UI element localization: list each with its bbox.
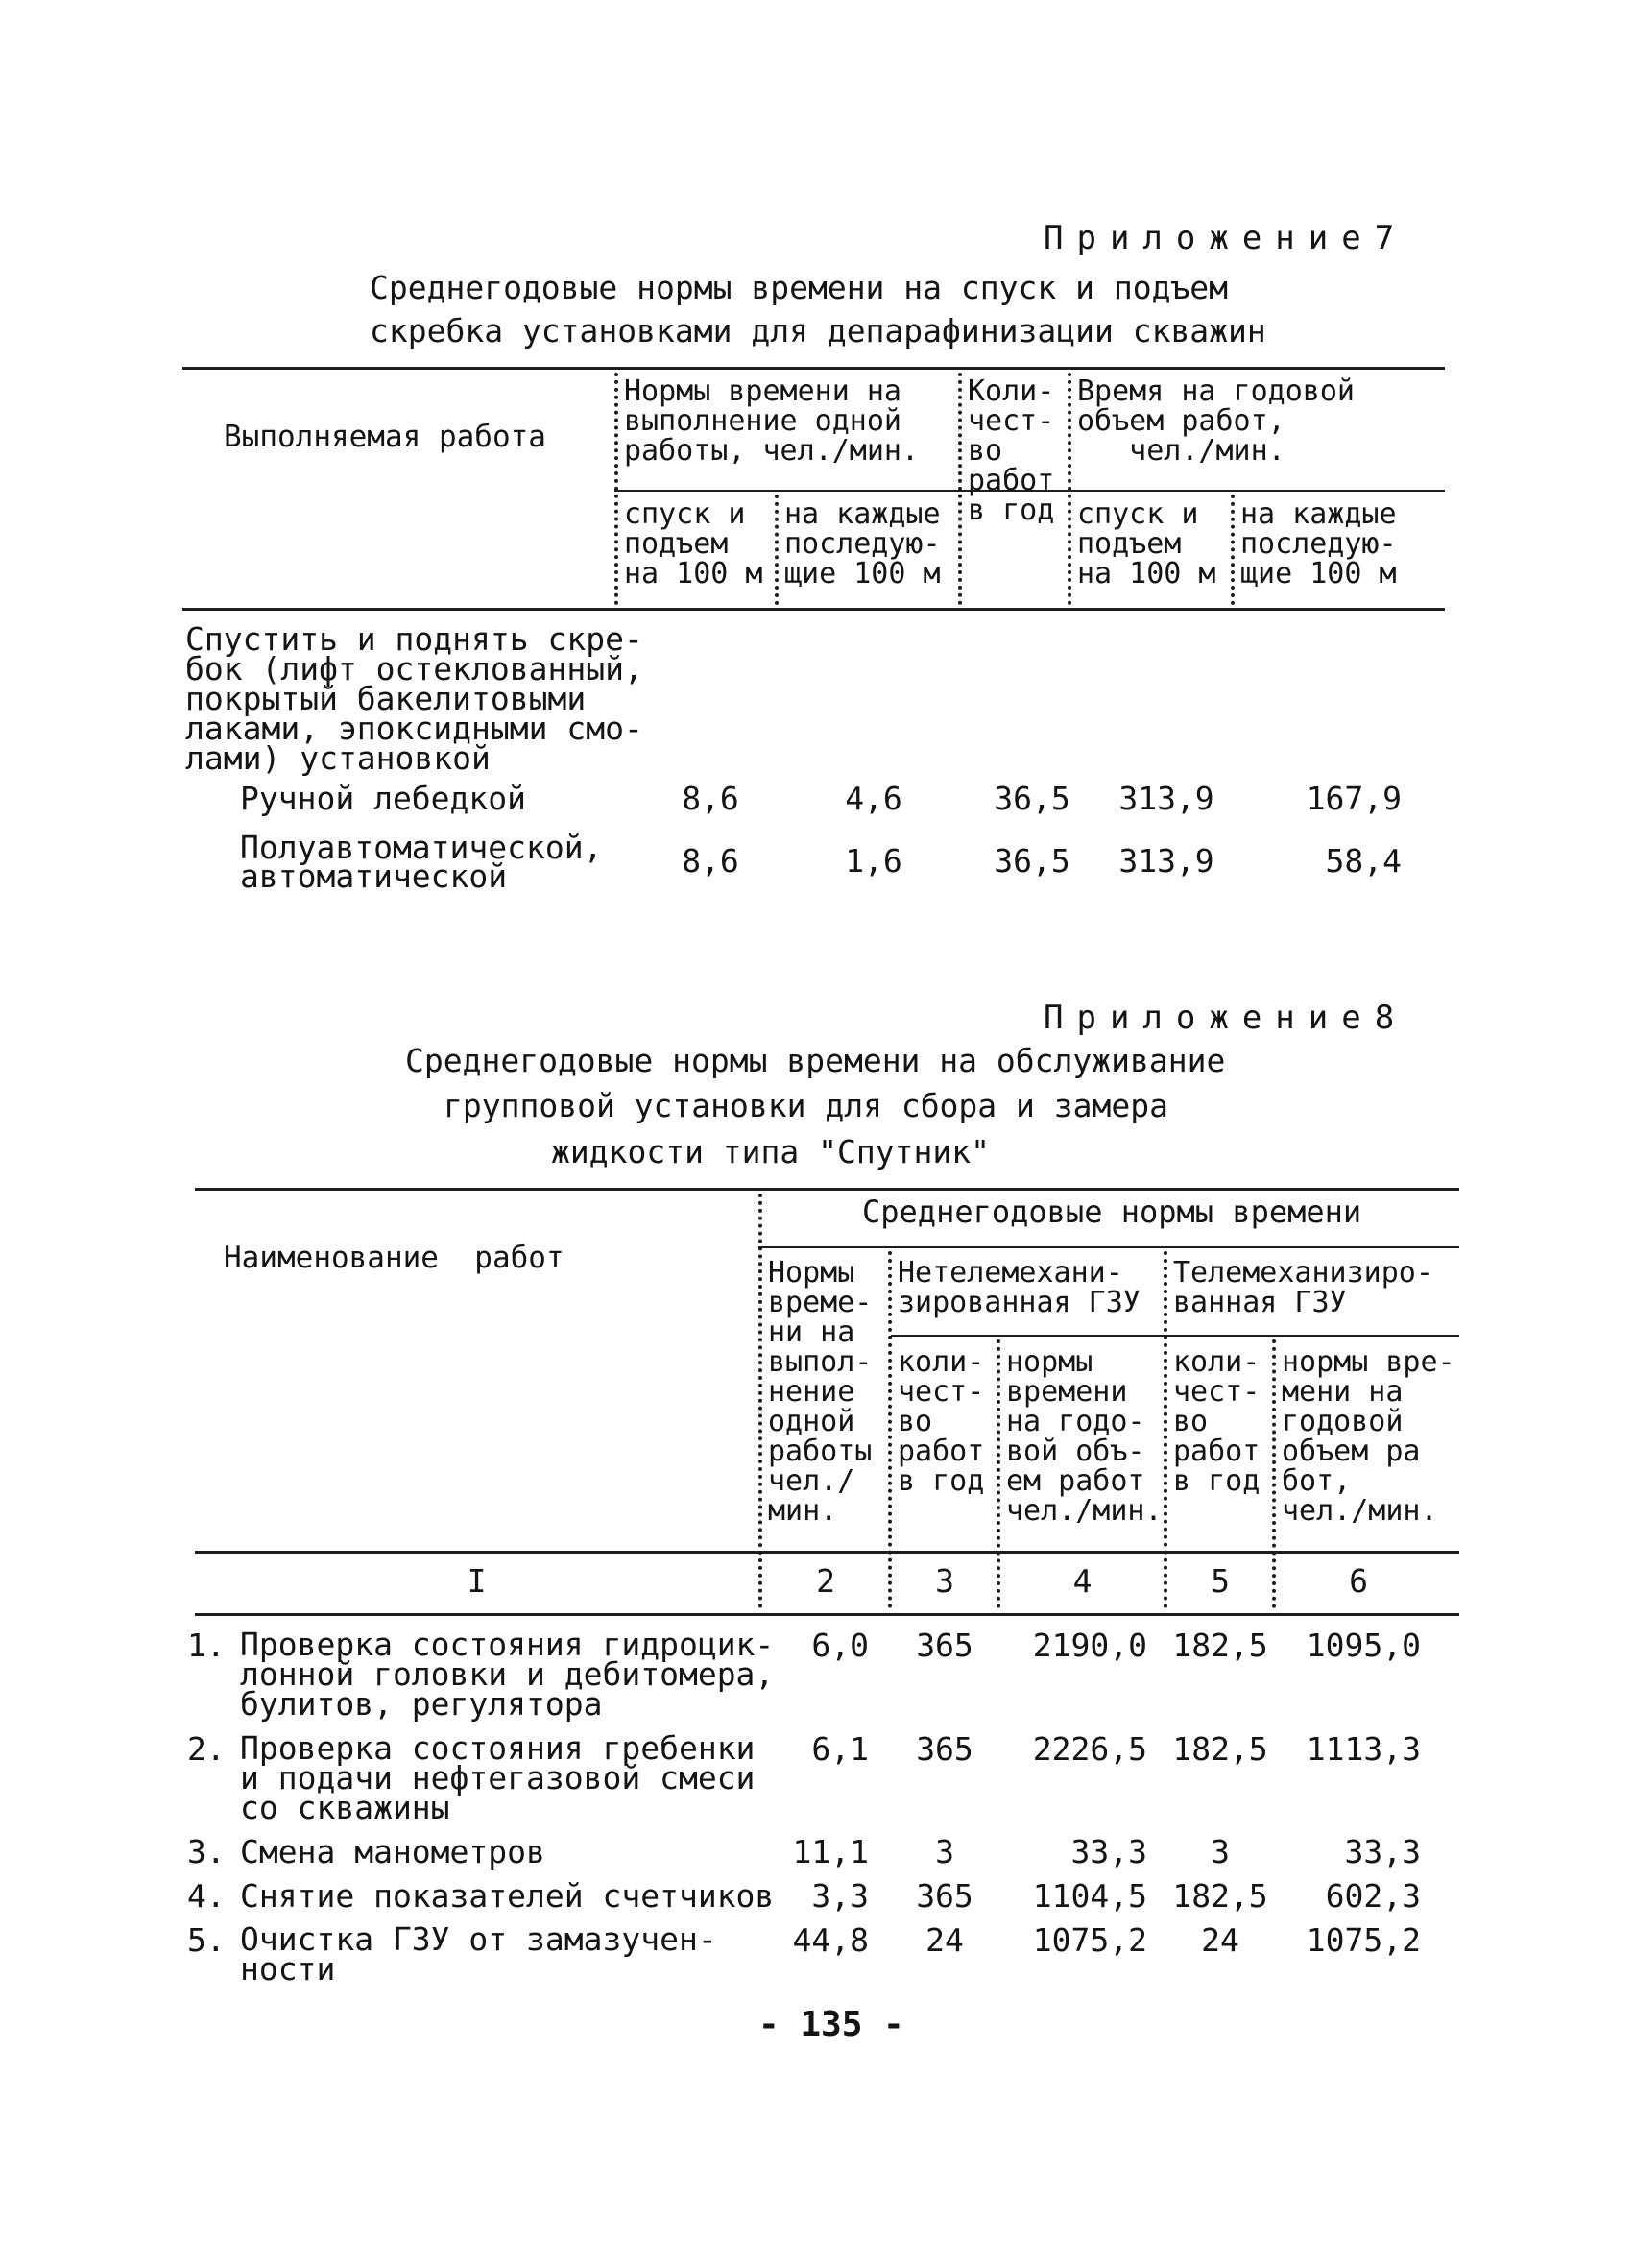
table8-colnum: I [467,1562,487,1600]
table7-vsep [1231,495,1235,605]
table8-row-number: 1. [187,1627,226,1664]
table7-cell: 8,6 [682,780,739,817]
table8-header-tele: Телемеханизиро- ванная ГЗУ [1173,1256,1433,1319]
table8-vsep [888,1251,892,1608]
table8-cell: 3 [935,1833,954,1870]
table8-colnum: 2 [816,1562,835,1600]
table8-header-norm-time: Нормы време- ни на выпол- нение одной работы чел./ мин. [768,1256,873,1528]
table8-vsep [997,1339,1000,1608]
table8-cell: 182,5 [1172,1627,1268,1664]
table8-top-rule [195,1188,1459,1191]
table7-cell: 1,6 [845,842,902,880]
table7-header-count: Коли- чест- во работ в год [968,374,1055,527]
table8-header-annual2: нормы вре- мени на годовой объем ра бот, чел./мин. [1282,1345,1455,1528]
table8-row-number: 5. [187,1921,226,1959]
table7-header-norms-group: Нормы времени на выполнение одной работы, чел./мин. [624,374,920,468]
table7-cell: 58,4 [1325,842,1402,880]
page-number: - 135 - [758,2005,904,2044]
table8-header-name: Наименование работ [224,1241,564,1275]
table7-header-bottom-rule [182,608,1445,611]
table8-vsep [758,1194,762,1608]
table8-row-name: Очистка ГЗУ от замазучен- ности [240,1920,717,1988]
table7-header-sub3: спуск и подъем на 100 м [1077,497,1216,591]
table8-rule [891,1335,1459,1337]
table7-cell: 313,9 [1118,780,1214,817]
table8-cell: 1113,3 [1306,1730,1421,1768]
table8-row-number: 4. [187,1877,226,1915]
table7-vsep [614,373,618,605]
table8-cell: 3,3 [811,1877,869,1915]
table8-row-name: Смена манометров [240,1833,545,1870]
table8-colnum-bottom-rule [195,1613,1459,1616]
table8-row-name: Проверка состояния гидроцик- лонной головки и дебитомера, булитов, регулятора [240,1626,775,1723]
appendix7-heading: Приложение7 [1044,219,1408,257]
table8-cell: 2190,0 [1032,1627,1147,1664]
table7-cell: 313,9 [1118,842,1214,880]
table7-row-name: Ручной лебедкой [240,780,527,817]
table8-cell: 33,3 [1070,1833,1147,1870]
table7-header-sub2: на каждые последую- щие 100 м [784,497,941,591]
appendix7-title-line1: Среднегодовые нормы времени на спуск и подъем [370,269,1229,306]
table7-cell: 36,5 [994,780,1070,817]
table7-row-name: Полуавтоматической, автоматической [240,829,603,895]
table7-group-row: Спустить и поднять скре- бок (лифт остеклованный, покрытый бакелитовыми лаками, эпоксидными смо- лами) установкой [185,620,643,777]
table8-cell: 1095,0 [1306,1627,1421,1664]
table8-vsep [1272,1339,1276,1608]
table8-cell: 365 [916,1877,973,1915]
table8-cell: 182,5 [1172,1877,1268,1915]
table7-header-annual-group: Время на годовой объем работ, чел./мин. [1077,374,1355,468]
table8-row-name: Снятие показателей счетчиков [240,1877,775,1915]
appendix7-title-line2: скребка установками для депарафинизации скважин [370,312,1266,350]
table8-header-non-tele: Нетелемехани- зированная ГЗУ [898,1256,1141,1319]
table7-cell: 8,6 [682,842,739,880]
table8-header-annual1: нормы времени на годо- вой объ- ем работ чел./мин. [1006,1345,1163,1528]
table8-header-avg-norms: Среднегодовые нормы времени [862,1194,1362,1230]
table8-cell: 2226,5 [1032,1730,1147,1768]
table7-cell: 36,5 [994,842,1070,880]
table8-header-count2: коли- чест- во работ в год [1173,1345,1261,1498]
table8-cell: 1075,2 [1306,1921,1421,1959]
table8-cell: 6,0 [811,1627,869,1664]
table8-colnum: 3 [935,1562,954,1600]
table8-cell: 1104,5 [1032,1877,1147,1915]
table8-cell: 24 [925,1921,964,1959]
table8-rule [758,1246,1459,1248]
table7-cell: 4,6 [845,780,902,817]
table7-cell: 167,9 [1306,780,1402,817]
table8-row-number: 3. [187,1833,226,1870]
table8-cell: 6,1 [811,1730,869,1768]
table8-cell: 1075,2 [1032,1921,1147,1959]
appendix8-title-line2: групповой установки для сбора и замера [444,1087,1168,1124]
table8-header-count1: коли- чест- во работ в год [898,1345,985,1498]
table8-colnum: 4 [1072,1562,1093,1600]
table8-cell: 11,1 [792,1833,869,1870]
table7-top-rule [182,367,1445,370]
table8-cell: 365 [916,1730,973,1768]
appendix8-title-line1: Среднегодовые нормы времени на обслуживание [405,1042,1226,1079]
table8-colnum: 6 [1349,1562,1368,1600]
table8-cell: 365 [916,1627,973,1664]
table7-vsep [1068,373,1071,605]
appendix8-title-line3: жидкости типа "Спутник" [551,1133,990,1170]
table8-vsep [1164,1251,1167,1608]
table8-cell: 44,8 [792,1921,869,1959]
table8-cell: 182,5 [1172,1730,1268,1768]
table7-header-work: Выполняемая работа [224,420,546,454]
table8-colnum: 5 [1211,1562,1230,1600]
table8-header-bottom-rule [195,1551,1459,1554]
table8-cell: 33,3 [1344,1833,1421,1870]
table8-cell: 24 [1201,1921,1239,1959]
table7-vsep [958,373,962,605]
table8-cell: 602,3 [1325,1877,1421,1915]
table7-header-sub4: на каждые последую- щие 100 м [1240,497,1397,591]
table7-header-sub1: спуск и подъем на 100 м [624,497,763,591]
table8-row-name: Проверка состояния гребенки и подачи нефтегазовой смеси со скважины [240,1729,756,1826]
table7-vsep [775,495,779,605]
table8-cell: 3 [1211,1833,1230,1870]
appendix8-heading: Приложение8 [1044,999,1408,1037]
table8-row-number: 2. [187,1730,226,1768]
